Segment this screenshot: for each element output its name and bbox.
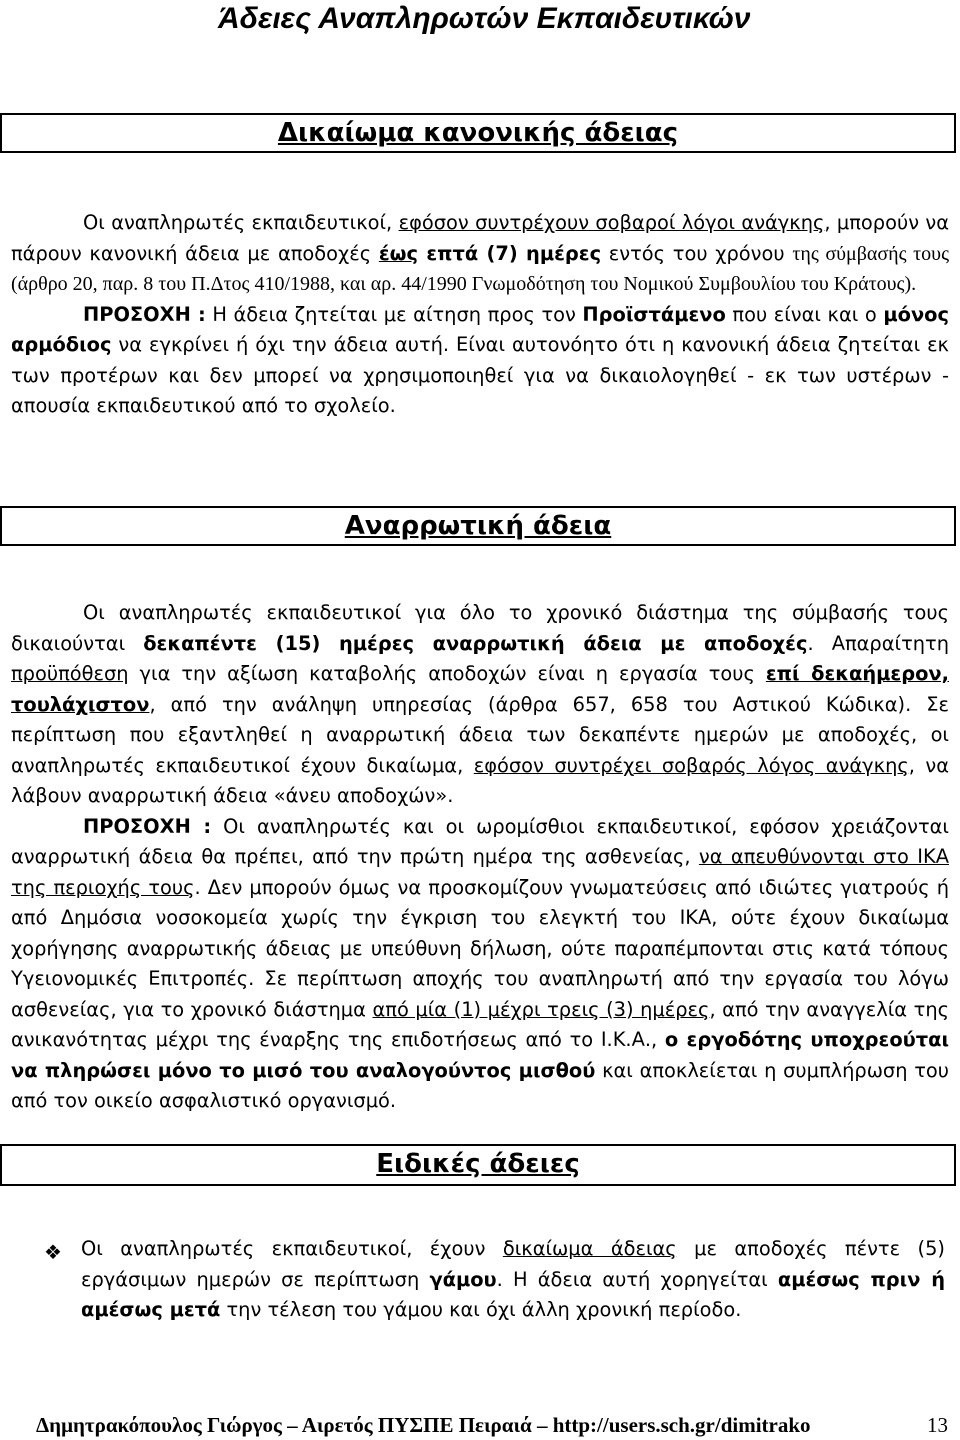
section-heading-text: Ειδικές άδειες <box>376 1149 580 1179</box>
regular-leave-body <box>11 208 949 422</box>
sick-leave-paragraph-1: Οι αναπληρωτές εκπαιδευτικοί για όλο το χρονικό διάστημα της σύμβασής τους δικαιούνται δεκαπέντε (15) ημέρες αναρρωτική άδεια με αποδοχές. Απαραίτητη προϋπόθεση για την αξίωση καταβολής αποδοχών είναι η εργασία τους επί δεκαήμερον, τουλάχιστον, από την ανάληψη υπηρεσίας (άρθρα 657, 658 του Αστικού Κώδικα). Σε περίπτωση που εξαντληθεί η αναρρωτική άδεια των δεκαπέντε ημερών με αποδοχές, οι αναπληρωτές εκπαιδευτικοί έχουν δικαίωμα, εφόσον συντρέχει σοβαρός λόγος ανάγκης, να λάβουν αναρρωτική άδεια «άνευ αποδοχών». <box>11 601 949 807</box>
section-heading-regular-leave <box>0 113 956 153</box>
page-title: Άδειες Αναπληρωτών Εκπαιδευτικών <box>218 2 751 35</box>
footer-text: Δημητρακόπουλος Γιώργος – Αιρετός ΠΥΣΠΕ Πειραιά – http://users.sch.gr/dimitrako <box>36 1413 811 1437</box>
page-footer <box>36 1410 948 1440</box>
regular-leave-paragraph-1: Οι αναπληρωτές εκπαιδευτικοί, εφόσον συντρέχουν σοβαροί λόγοι ανάγκης, μπορούν να πάρουν κανονική άδεια με αποδοχές έως επτά (7) ημέρες εντός του χρόνου της σύμβασής τους (άρθρο 20, παρ. 8 του Π.Δτος 410/1988, και αρ. 44/1990 Γνωμοδότηση του Νομικού Συμβουλίου του Κράτους). <box>11 211 950 295</box>
section-heading-text: Αναρρωτική άδεια <box>344 511 612 541</box>
special-leave-bullet-item: Οι αναπληρωτές εκπαιδευτικοί, έχουν δικαίωμα άδειας με αποδοχές πέντε (5) εργάσιμων ημερών σε περίπτωση γάμου. Η άδεια αυτή χορηγείται αμέσως πριν ή αμέσως μετά την τέλεση του γάμου και όχι άλλη χρονική περίοδο. <box>81 1237 946 1321</box>
section-heading-sick-leave <box>0 506 956 546</box>
page-number: 13 <box>927 1413 948 1437</box>
special-leave-body <box>81 1234 945 1326</box>
sick-leave-body <box>11 598 949 1117</box>
sick-leave-paragraph-2: ΠΡΟΣΟΧΗ : Οι αναπληρωτές και οι ωρομίσθιοι εκπαιδευτικοί, εφόσον χρειάζονται αναρρωτική άδεια θα πρέπει, από την πρώτη ημέρα της ασθενείας, να απευθύνονται στο ΙΚΑ της περιοχής τους. Δεν μπορούν όμως να προσκομίζουν γνωματεύσεις από ιδιώτες γιατρούς ή από Δημόσια νοσοκομεία χωρίς την έγκριση του ελεγκτή του ΙΚΑ, ούτε έχουν δικαίωμα χορήγησης αναρρωτικής άδειας με υπεύθυνη δήλωση, ούτε παραπέμπονται στις κατά τόπους Υγειονομικές Επιτροπές. Σε περίπτωση αποχής του αναπληρωτή από την εργασία του λόγω ασθενείας, για το χρονικό διάστημα από μία (1) μέχρι τρεις (3) ημέρες, από την αναγγελία της ανικανότητας μέχρι της έναρξης της επιδοτήσεως από το Ι.Κ.Α., ο εργοδότης υποχρεούται να πληρώσει μόνο το μισό του αναλογούντος μισθού και αποκλείεται η συμπλήρωση του από τον οικείο ασφαλιστικό οργανισμό. <box>11 814 949 1112</box>
section-heading-text: Δικαίωμα κανονικής άδειας <box>277 118 679 148</box>
diamond-bullet-icon: ❖ <box>44 1240 62 1264</box>
section-heading-special-leave <box>0 1144 956 1186</box>
regular-leave-paragraph-2: ΠΡΟΣΟΧΗ : Η άδεια ζητείται με αίτηση προς τον Προϊστάμενο που είναι και ο μόνος αρμόδιος να εγκρίνει ή όχι την άδεια αυτή. Είναι αυτονόητο ότι η κανονική άδεια ζητείται εκ των προτέρων και δεν μπορεί να χρησιμοποιηθεί για να δικαιολογηθεί - εκ των υστέρων - απουσία εκπαιδευτικού από το σχολείο. <box>11 302 949 417</box>
